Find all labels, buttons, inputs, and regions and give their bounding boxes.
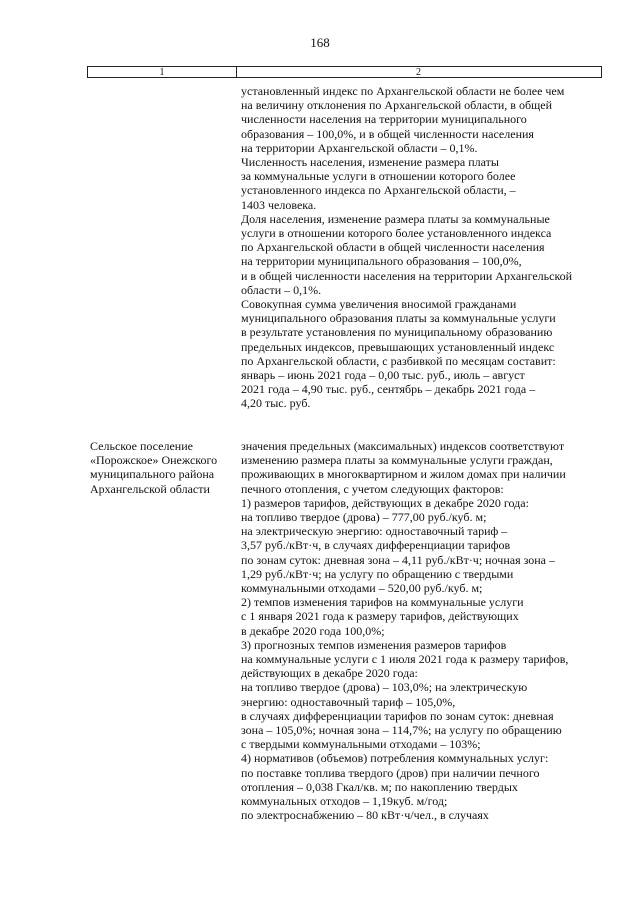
text-line: на электрическую энергию: одноставочный тариф – (241, 524, 508, 539)
text-line: отопления – 0,038 Гкал/кв. м; по накоплению твердых (241, 779, 518, 794)
text-line: значения предельных (максимальных) индексов соответствуют (241, 439, 565, 453)
text-line: Доля населения, изменение размера платы за коммунальные (241, 211, 550, 226)
municipality-line: Сельское поселение (90, 439, 193, 453)
text-line: на топливо твердое (дрова) – 777,00 руб./куб. м; (241, 510, 487, 525)
page-number: 168 (310, 35, 330, 50)
text-line: установленного индекса по Архангельской области, – (241, 183, 516, 198)
text-line: 4,20 тыс. руб. (241, 396, 311, 411)
table-column-header (87, 66, 602, 78)
text-line: области – 0,1%. (241, 282, 322, 297)
text-line: услуги в отношении которого более установленного индекса (241, 226, 552, 241)
text-line: по Архангельской области в общей численности населения (241, 240, 545, 255)
text-line: образования – 100,0%, и в общей численности населения (241, 126, 534, 141)
text-line: действующих в декабре 2020 года: (241, 666, 418, 681)
text-line: энергию: одноставочный тариф – 105,0%, (241, 694, 456, 709)
text-line: установленный индекс по Архангельской области не более чем (241, 84, 565, 98)
municipality-name (90, 439, 235, 496)
text-line: в декабре 2020 года 100,0%; (241, 623, 385, 638)
text-line: и в общей численности населения на территории Архангельской (241, 268, 573, 283)
text-line: в результате установления по муниципальному образованию (241, 325, 553, 340)
text-line: 1,29 руб./кВт·ч; на услугу по обращению с твердыми (241, 566, 514, 581)
text-line: 2) темпов изменения тарифов на коммунальные услуги (241, 595, 524, 610)
text-line: на территории Архангельской области – 0,1%. (241, 140, 478, 155)
text-line: за коммунальные услуги в отношении которого более (241, 169, 516, 184)
text-line: 3) прогнозных темпов изменения размеров тарифов (241, 637, 507, 652)
text-line: январь – июнь 2021 года – 0,00 тыс. руб., июль – август (241, 368, 525, 383)
text-line: по зонам суток: дневная зона – 4,11 руб./кВт·ч; ночная зона – (241, 552, 556, 567)
text-line: коммунальными отходами – 520,00 руб./куб. м; (241, 581, 483, 596)
text-line: Совокупная сумма увеличения вносимой гражданами (241, 297, 517, 312)
text-line: печного отопления, с учетом следующих факторов: (241, 481, 504, 496)
text-line: на территории муниципального образования – 100,0%, (241, 254, 522, 269)
text-line: по поставке топлива твердого (дров) при наличии печного (241, 765, 540, 780)
index-factors-text-block (241, 439, 603, 822)
text-line: на коммунальные услуги с 1 июля 2021 года к размеру тарифов, (241, 652, 569, 667)
text-line: проживающих в многоквартирном и жилом домах при наличии (241, 467, 566, 482)
text-line: с 1 января 2021 года к размеру тарифов, действующих (241, 609, 519, 624)
municipality-line: муниципального района (90, 467, 215, 482)
text-line: 3,57 руб./кВт·ч, в случаях дифференциации тарифов (241, 538, 511, 553)
text-line: на топливо твердое (дрова) – 103,0%; на электрическую (241, 680, 528, 695)
text-line: 4) нормативов (объемов) потребления коммунальных услуг: (241, 751, 549, 766)
municipality-line: Архангельской области (90, 481, 210, 496)
text-line: на величину отклонения по Архангельской области, в общей (241, 98, 553, 113)
text-line: 2021 года – 4,90 тыс. руб., сентябрь – декабрь 2021 года – (241, 382, 536, 397)
municipality-line: «Порожское» Онежского (90, 453, 218, 468)
text-line: коммунальных отходов – 1,19куб. м/год; (241, 794, 448, 809)
text-line: предельных индексов, превышающих установленный индекс (241, 339, 555, 354)
text-line: по электроснабжению – 80 кВт·ч/чел., в случаях (241, 808, 489, 823)
text-line: Численность населения, изменение размера платы (241, 155, 499, 170)
text-line: 1) размеров тарифов, действующих в декабре 2020 года: (241, 495, 529, 510)
column-header-1: 1 (159, 67, 165, 78)
continued-text-block (241, 84, 603, 411)
text-line: численности населения на территории муниципального (241, 112, 527, 127)
text-line: по Архангельской области, с разбивкой по месяцам составит: (241, 353, 556, 368)
text-line: зона – 105,0%; ночная зона – 114,7%; на услугу по обращению (241, 723, 562, 738)
text-line: изменению размера платы за коммунальные услуги граждан, (241, 453, 553, 468)
text-line: 1403 человека. (241, 197, 317, 212)
text-line: с твердыми коммунальными отходами – 103%; (241, 737, 481, 752)
text-line: муниципального образования платы за коммунальные услуги (241, 311, 556, 326)
column-header-2: 2 (416, 67, 421, 78)
text-line: в случаях дифференциации тарифов по зонам суток: дневная (241, 708, 554, 723)
